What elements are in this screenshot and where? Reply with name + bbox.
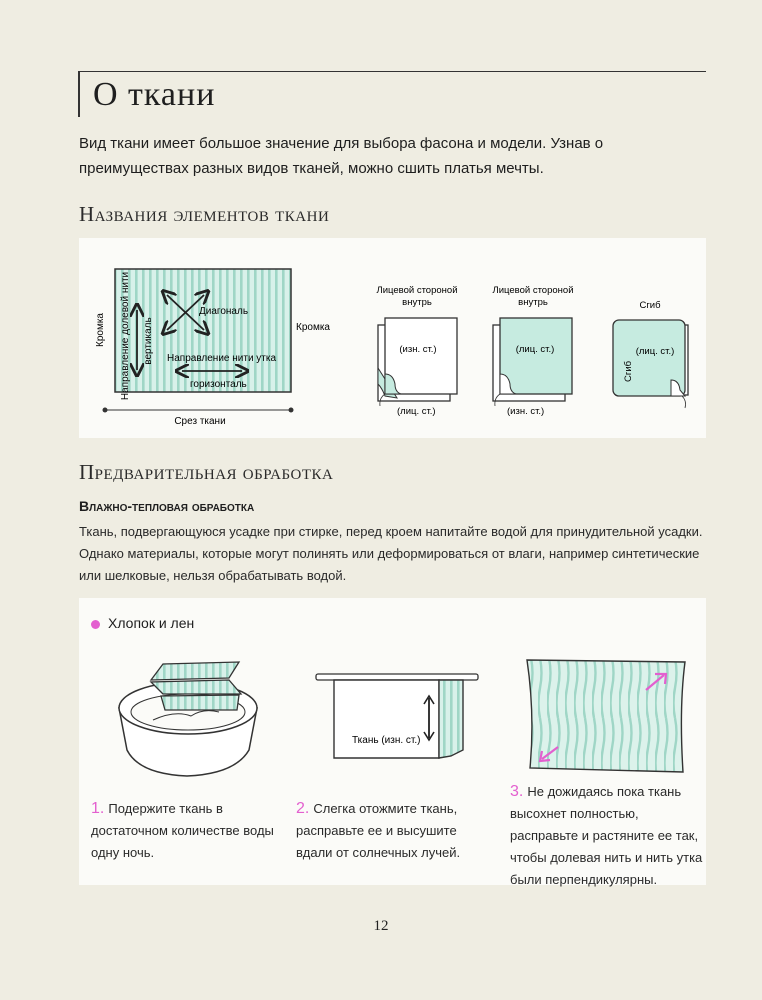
fold2-title-line2: внутрь xyxy=(518,297,548,308)
bowl-illustration xyxy=(119,662,257,776)
label-selvage-right: Кромка xyxy=(296,322,330,333)
hang-label: Ткань (изн. ст.) xyxy=(352,735,421,746)
subheading-wet-heat: Влажно-тепловая обработка xyxy=(79,498,255,514)
page-title: О ткани xyxy=(93,76,216,113)
fabric-elements-diagram xyxy=(79,238,706,438)
body-wet-heat: Ткань, подвергающуюся усадке при стирке, перед кроем напитайте водой для принудительной усадки. Однако материалы, которые могут полинять или деформироваться от влаги, например синтетические или шелковые, нельзя обрабатывать водой. xyxy=(79,524,703,583)
stretched-fabric-illustration xyxy=(527,660,685,772)
fold3-side-label: Сгиб xyxy=(623,360,634,382)
fabric-rectangle xyxy=(115,269,291,392)
step-1-text: Подержите ткань в достаточном количестве воды одну ночь. xyxy=(91,801,274,860)
fold3-title: Сгиб xyxy=(639,300,661,311)
fold-diagram-2 xyxy=(492,285,573,417)
label-horizontal: горизонталь xyxy=(190,379,247,390)
label-weft-direction: Направление нити утка xyxy=(167,353,277,364)
label-warp-direction: Направление долевой нити xyxy=(120,271,131,401)
hanging-fabric-illustration xyxy=(316,674,478,758)
fold2-outer-label: (изн. ст.) xyxy=(507,406,545,417)
step-1 xyxy=(91,798,286,864)
cotton-linen-label: Хлопок и лен xyxy=(108,615,195,631)
label-diagonal: Диагональ xyxy=(199,306,249,317)
step-3-number: 3. xyxy=(510,783,524,800)
fold1-title-line2: внутрь xyxy=(402,297,432,308)
step-1-number: 1. xyxy=(91,800,105,817)
bullet-dot xyxy=(91,620,100,629)
intro-paragraph: Вид ткани имеет большое значение для выбора фасона и модели. Узнав о преимуществах разных видов тканей, можно сшить платья мечты. xyxy=(79,135,604,177)
label-vertical: вертикаль xyxy=(143,317,154,365)
label-selvage-left: Кромка xyxy=(95,313,106,347)
section-heading-prep: Предварительная обработка xyxy=(79,460,334,484)
step-2-text: Слегка отожмите ткань, расправьте ее и высушите вдали от солнечных лучей. xyxy=(296,801,461,860)
step-3-text: Не дожидаясь пока ткань высохнет полностью, расправьте и растяните ее так, чтобы долевая нить и нить утка были перпендикулярны. xyxy=(510,784,703,887)
fold1-outer-label: (лиц. ст.) xyxy=(397,406,436,417)
page-number: 12 xyxy=(373,918,389,934)
fold-diagram-1 xyxy=(376,285,457,417)
fabric-elements-panel xyxy=(79,238,706,438)
top-rule xyxy=(78,71,706,72)
fold2-title-line1: Лицевой стороной xyxy=(492,285,574,296)
fold1-title-line1: Лицевой стороной xyxy=(376,285,458,296)
title-bar xyxy=(78,71,80,117)
step-2-number: 2. xyxy=(296,800,310,817)
fold-diagram-3 xyxy=(613,300,688,408)
fold3-inner-label: (лиц. ст.) xyxy=(635,346,675,357)
step-3 xyxy=(510,781,706,891)
fold1-inner-label: (изн. ст.) xyxy=(399,344,437,355)
section-heading-elements: Названия элементов ткани xyxy=(79,202,330,226)
fold2-inner-label: (лиц. ст.) xyxy=(515,344,555,355)
label-cut-edge: Срез ткани xyxy=(174,416,226,427)
step-2 xyxy=(296,798,491,864)
